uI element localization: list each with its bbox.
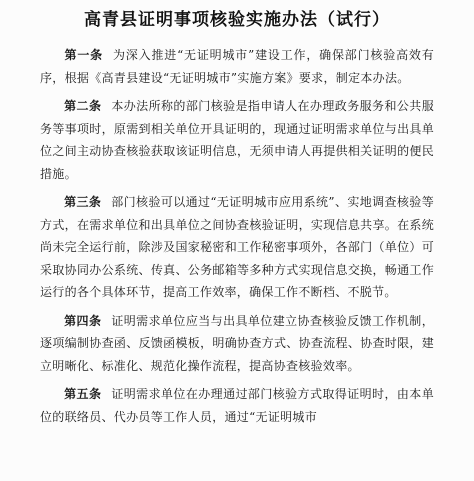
article-number: 第四条 [64,313,102,328]
article-text: 部门核验可以通过“无证明城市应用系统”、实地调查核验等方式，在需求单位和出具单位之间协查核验证明，实现信息共享。在系统尚未完全运行前，除涉及国家秘密和工作秘密事项外，各部门（单位）可采取协同办公系统、传真、公务邮箱等多种方式实现信息交换，畅通工作运行的各个具体环节，提高工作效率，确保工作不断档、不脱节。 [40,195,434,299]
article-text: 本办法所称的部门核验是指申请人在办理政务服务和公共服务等事项时，原需到相关单位开具证明的，现通过证明需求单位与出具单位之间主动协查核验获取该证明信息，无须申请人再提供相关证明的便民措施。 [40,99,434,181]
article-number: 第二条 [64,99,102,113]
article-2 [40,95,434,185]
article-text: 证明需求单位应当与出具单位建立协查核验反馈工作机制，逐项编制协查函、反馈函模板，明确协查方式、协查流程、协查时限，建立明晰化、标准化、规范化操作流程，提高协查核验效率。 [40,313,434,373]
article-4 [40,310,434,378]
article-number: 第五条 [64,387,102,401]
article-5 [40,383,434,428]
article-number: 第一条 [64,48,103,62]
article-text: 证明需求单位在办理通过部门核验方式取得证明时，由本单位的联络员、代办员等工作人员，通过“无证明城市 [40,387,434,424]
document-title: 高青县证明事项核验实施办法（试行） [84,10,390,30]
article-1 [40,44,434,89]
article-text: 为深入推进“无证明城市”建设工作，确保部门核验高效有序，根据《高青县建设“无证明城市”实施方案》要求，制定本办法。 [40,48,435,85]
article-number: 第三条 [64,195,102,209]
article-3 [40,191,434,304]
